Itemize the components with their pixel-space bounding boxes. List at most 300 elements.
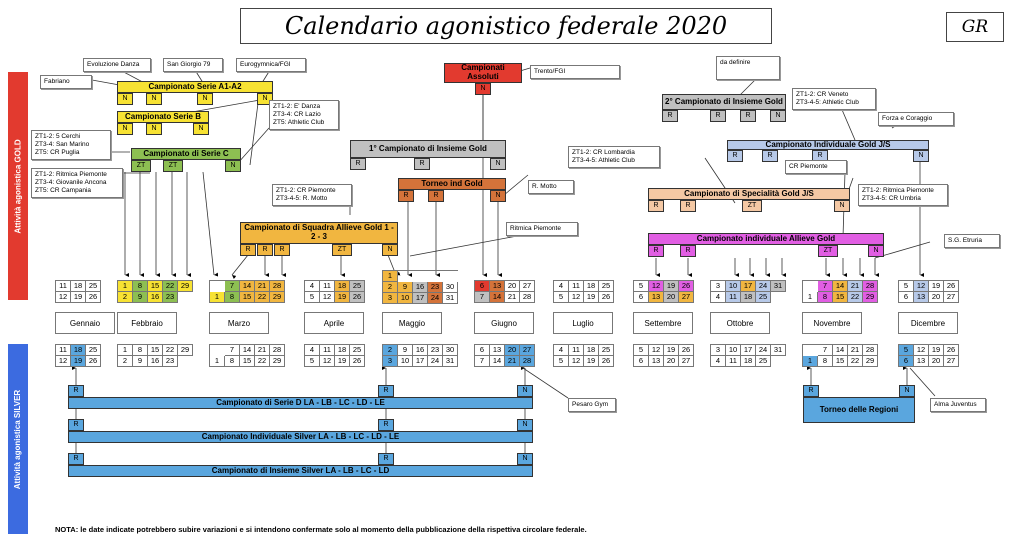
event-ind-allieve: Campionato individuale Allieve Gold [648, 233, 884, 245]
silver-calendar-0 [55, 344, 101, 367]
calendar-day: 13 [914, 356, 929, 367]
calendar-day: 22 [848, 292, 863, 303]
calendar-day: 12 [914, 345, 929, 356]
calendar-day: 22 [848, 356, 863, 367]
calendar-day: 16 [148, 356, 163, 367]
calendar-day: 18 [335, 281, 350, 292]
calendar-day: 21 [505, 292, 520, 303]
calendar-day: 20 [929, 356, 944, 367]
month-label: Ottobre [710, 312, 770, 334]
calendar-day: 20 [929, 292, 944, 303]
tag-n: N [868, 245, 884, 257]
tag-n: N [146, 93, 162, 105]
tag-r: R [378, 385, 394, 397]
tag-r: R [414, 158, 430, 170]
calendar-day: 7 [475, 356, 490, 367]
calendar-day: 12 [569, 292, 584, 303]
tag-r: R [762, 150, 778, 162]
calendar-day: 26 [944, 345, 959, 356]
calendar-day: 30 [443, 345, 458, 356]
calendar-day: 16 [148, 292, 163, 303]
calendar-day: 15 [148, 345, 163, 356]
calendar-day: 18 [71, 345, 86, 356]
calendar-day: 8 [818, 292, 833, 303]
calendar-day: 31 [443, 293, 458, 304]
calendar-day: 15 [833, 356, 848, 367]
tag-n: N [517, 453, 533, 465]
calendar-day: 9 [398, 345, 413, 356]
calendar-day: 21 [255, 281, 270, 292]
calendar-day: 4 [305, 345, 320, 356]
calendar-day: 27 [520, 345, 535, 356]
calendar-day: 4 [711, 356, 726, 367]
tag-n: N [490, 158, 506, 170]
tag-r: R [710, 110, 726, 122]
calendar-day: 13 [649, 292, 664, 303]
calendar-day: 28 [520, 356, 535, 367]
calendar-day: 15 [240, 356, 255, 367]
calendar-day: 12 [569, 356, 584, 367]
calendar-day: 5 [634, 345, 649, 356]
calendar-day: 19 [929, 281, 944, 292]
tag-n: N [770, 110, 786, 122]
calendar-day: 19 [71, 356, 86, 367]
calendar-day: 27 [520, 281, 535, 292]
gold-calendar-1 [117, 280, 193, 303]
tag-r: R [257, 244, 273, 256]
calendar-day: 19 [71, 292, 86, 303]
gold-calendar-5 [474, 280, 535, 303]
calendar-day: 26 [86, 292, 101, 303]
note-sg-etruria: S.G. Etruria [944, 234, 1000, 248]
silver-sidebar: Attività agonistica SILVER [8, 344, 28, 534]
note-eurogym: Eurogymnica/FGI [236, 58, 306, 72]
calendar-day: 25 [599, 345, 614, 356]
calendar-day: 22 [255, 356, 270, 367]
calendar-day: 8 [133, 281, 148, 292]
calendar-day: 28 [270, 345, 285, 356]
calendar-day: 1 [210, 356, 225, 367]
calendar-day: 8 [133, 345, 148, 356]
calendar-day: 7 [225, 281, 240, 292]
calendar-day: 29 [270, 356, 285, 367]
calendar-day: 7 [225, 345, 240, 356]
gold-calendar-9 [802, 280, 878, 303]
calendar-day: 12 [649, 281, 664, 292]
calendar-day: 29 [863, 356, 878, 367]
month-label: Marzo [209, 312, 269, 334]
calendar-day: 6 [899, 356, 914, 367]
month-label: Settembre [633, 312, 693, 334]
calendar-day: 28 [520, 292, 535, 303]
calendar-day: 26 [86, 356, 101, 367]
calendar-day: 29 [270, 292, 285, 303]
tag-n: N [225, 160, 241, 172]
event-serie-b: Campionato Serie B [117, 111, 209, 123]
event-ind-silver: Campionato Individuale Silver LA - LB - LC - LD - LE [68, 431, 533, 443]
calendar-day: 26 [599, 292, 614, 303]
calendar-day: 18 [584, 345, 599, 356]
tag-r: R [350, 158, 366, 170]
tag-n: N [475, 83, 491, 95]
calendar-day: 12 [320, 356, 335, 367]
calendar-day: 19 [664, 345, 679, 356]
tag-zt: ZT [131, 160, 151, 172]
calendar-day: 5 [899, 281, 914, 292]
calendar-day: 11 [56, 281, 71, 292]
calendar-day: 6 [475, 345, 490, 356]
tag-n: N [913, 150, 929, 162]
calendar-day: 11 [320, 281, 335, 292]
calendar-day: 14 [833, 345, 848, 356]
silver-calendar-10 [898, 344, 959, 367]
tag-r: R [680, 245, 696, 257]
tag-zt: ZT [742, 200, 762, 212]
silver-calendar-9 [802, 344, 878, 367]
event-serie-d: Campionato di Serie D LA - LB - LC - LD - LE [68, 397, 533, 409]
calendar-day: 27 [944, 292, 959, 303]
calendar-day: 24 [428, 293, 443, 304]
silver-calendar-5 [474, 344, 535, 367]
note-zt-allieve: ZT1-2: CR Piemonte ZT3-4-5: R. Motto [272, 184, 352, 206]
tag-r: R [727, 150, 743, 162]
calendar-day: 6 [634, 356, 649, 367]
calendar-day: 1 [803, 292, 818, 303]
calendar-day: 16 [413, 345, 428, 356]
calendar-day: 25 [350, 345, 365, 356]
tag-r: R [68, 419, 84, 431]
month-label: Aprile [304, 312, 364, 334]
tag-n: N [257, 93, 273, 105]
calendar-day: 29 [178, 281, 193, 292]
calendar-day: 17 [413, 356, 428, 367]
month-label: Luglio [553, 312, 613, 334]
tag-n: N [197, 93, 213, 105]
calendar-day: 26 [944, 281, 959, 292]
calendar-day: 31 [443, 356, 458, 367]
calendar-day: 31 [771, 345, 786, 356]
calendar-day: 23 [163, 356, 178, 367]
note-cr-piemonte: CR Piemonte [785, 160, 847, 174]
tag-n: N [490, 190, 506, 202]
calendar-day: 18 [584, 281, 599, 292]
tag-n: N [193, 123, 209, 135]
note-da-definire: da definire [716, 56, 780, 80]
calendar-day: 19 [929, 345, 944, 356]
calendar-day: 11 [726, 356, 741, 367]
note-ritmica-piemonte: Ritmica Piemonte [506, 222, 578, 236]
month-label: Febbraio [117, 312, 177, 334]
calendar-day: 7 [475, 292, 490, 303]
calendar-day: 11 [320, 345, 335, 356]
tag-n: N [117, 123, 133, 135]
calendar-day: 24 [756, 345, 771, 356]
calendar-day: 25 [350, 281, 365, 292]
calendar-day: 5 [305, 292, 320, 303]
calendar-day: 13 [649, 356, 664, 367]
note-alma: Alma Juventus [930, 398, 986, 412]
calendar-day: 11 [569, 345, 584, 356]
calendar-day: 6 [899, 292, 914, 303]
calendar-day: 19 [335, 292, 350, 303]
calendar-day: 8 [818, 356, 833, 367]
event-insieme-gold-2: 2° Campionato di Insieme Gold [662, 94, 786, 110]
calendar-day: 2 [383, 345, 398, 356]
note-zt-c1: ZT1-2: 5 Cerchi ZT3-4: San Marino ZT5: CR Puglia [31, 130, 111, 160]
calendar-day: 8 [225, 292, 240, 303]
event-serie-c: Campionato di Serie C [131, 148, 241, 160]
month-label: Novembre [802, 312, 862, 334]
calendar-day: 3 [711, 281, 726, 292]
calendar-day: 12 [56, 356, 71, 367]
event-serie-a: Campionato Serie A1-A2 [117, 81, 273, 93]
gold-calendar-7 [633, 280, 694, 303]
calendar-day: 18 [741, 356, 756, 367]
calendar-day: 3 [383, 356, 398, 367]
note-forza: Forza e Coraggio [878, 112, 954, 126]
calendar-day: 17 [413, 293, 428, 304]
calendar-day: 8 [225, 356, 240, 367]
calendar-day: 21 [255, 345, 270, 356]
calendar-day: 28 [863, 281, 878, 292]
tag-r: R [398, 190, 414, 202]
calendar-day: 24 [428, 356, 443, 367]
note-zt-danza: ZT1-2: E' Danza ZT3-4: CR Lazio ZT5: Athletic Club [269, 100, 339, 130]
calendar-day: 5 [554, 292, 569, 303]
calendar-day: 25 [756, 292, 771, 303]
calendar-day: 11 [726, 292, 741, 303]
event-squadra-allieve: Campionato di Squadra Allieve Gold 1 - 2 - 3 [240, 222, 398, 244]
calendar-day: 1 [210, 292, 225, 303]
silver-calendar-4 [382, 344, 458, 367]
event-assoluti: Campionati Assoluti [444, 63, 522, 83]
note-fabriano: Fabriano [40, 75, 92, 89]
month-label: Gennaio [55, 312, 115, 334]
calendar-day: 5 [305, 356, 320, 367]
calendar-day: 26 [350, 356, 365, 367]
tag-r: R [648, 200, 664, 212]
note-trento: Trento/FGI [530, 65, 620, 79]
calendar-day: 18 [741, 292, 756, 303]
calendar-day: 19 [335, 356, 350, 367]
calendar-day: 7 [818, 281, 833, 292]
month-label: Giugno [474, 312, 534, 334]
calendar-day: 3 [711, 345, 726, 356]
event-specialita: Campionato di Specialità Gold J/S [648, 188, 850, 200]
gold-calendar-8 [710, 280, 786, 303]
calendar-day: 6 [634, 292, 649, 303]
calendar-day: 13 [490, 281, 505, 292]
calendar-day: 1 [118, 345, 133, 356]
calendar-day: 11 [569, 281, 584, 292]
event-insieme-gold-1: 1° Campionato di Insieme Gold [350, 140, 506, 158]
calendar-day: 5 [554, 356, 569, 367]
tag-n: N [382, 244, 398, 256]
calendar-day: 25 [86, 345, 101, 356]
tag-r: R [378, 453, 394, 465]
gr-badge: GR [946, 12, 1004, 42]
calendar-day: 14 [490, 356, 505, 367]
calendar-day: 25 [599, 281, 614, 292]
note-zt-lombardia: ZT1-2: CR Lombardia ZT3-4-5: Athletic Club [568, 146, 660, 168]
calendar-day: 14 [240, 345, 255, 356]
footnote: NOTA: le date indicate potrebbero subire variazioni e si intendono confermate solo al momento della pubblicazione della rispettiva circolare federale. [55, 525, 587, 534]
gold-calendar-4 [382, 270, 458, 304]
tag-r: R [812, 150, 828, 162]
gold-calendar-0 [55, 280, 101, 303]
tag-r: R [740, 110, 756, 122]
gold-calendar-10 [898, 280, 959, 303]
calendar-day: 18 [335, 345, 350, 356]
calendar-day: 14 [490, 292, 505, 303]
calendar-day: 28 [863, 345, 878, 356]
calendar-day: 1 [383, 271, 398, 282]
calendar-day: 17 [741, 345, 756, 356]
calendar-day: 2 [118, 356, 133, 367]
event-insieme-silver: Campionato di Insieme Silver LA - LB - LC - LD [68, 465, 533, 477]
calendar-day: 19 [584, 356, 599, 367]
calendar-day: 21 [848, 345, 863, 356]
calendar-day: 4 [554, 345, 569, 356]
calendar-day: 19 [664, 281, 679, 292]
calendar-day: 23 [163, 292, 178, 303]
note-zt-c2: ZT1-2: Ritmica Piemonte ZT3-4: Giovanile Ancona ZT5: CR Campania [31, 168, 123, 198]
tag-r: R [428, 190, 444, 202]
calendar-day: 20 [505, 281, 520, 292]
event-torneo-regioni: Torneo delle Regioni [803, 397, 915, 423]
calendar-day: 15 [240, 292, 255, 303]
calendar-day: 10 [726, 345, 741, 356]
calendar-day: 22 [255, 292, 270, 303]
calendar-day: 16 [413, 282, 428, 293]
note-zt-veneto: ZT1-2: CR Veneto ZT3-4-5: Athletic Club [792, 88, 876, 110]
calendar-day: 1 [118, 281, 133, 292]
calendar-day: 15 [833, 292, 848, 303]
note-rmotto: R. Motto [528, 180, 574, 194]
silver-calendar-6 [553, 344, 614, 367]
calendar-day: 22 [163, 345, 178, 356]
calendar-day: 12 [320, 292, 335, 303]
calendar-day: 13 [490, 345, 505, 356]
calendar-day: 21 [505, 356, 520, 367]
page-title: Calendario agonistico federale 2020 [240, 8, 772, 44]
calendar-day: 2 [118, 292, 133, 303]
calendar-day: 9 [133, 356, 148, 367]
event-torneo-ind-gold: Torneo ind Gold [398, 178, 506, 190]
calendar-day: 10 [398, 293, 413, 304]
tag-n: N [899, 385, 915, 397]
calendar-day: 7 [818, 345, 833, 356]
event-ind-gold-js: Campionato Individuale Gold J/S [727, 140, 929, 150]
calendar-day: 28 [270, 281, 285, 292]
tag-n: N [146, 123, 162, 135]
calendar-day: 25 [756, 356, 771, 367]
tag-r: R [662, 110, 678, 122]
calendar-day: 27 [679, 292, 694, 303]
calendar-day: 26 [350, 292, 365, 303]
tag-r: R [68, 385, 84, 397]
calendar-day: 17 [741, 281, 756, 292]
calendar-day: 12 [914, 281, 929, 292]
silver-calendar-8 [710, 344, 786, 367]
calendar-day: 20 [664, 292, 679, 303]
gold-calendar-6 [553, 280, 614, 303]
calendar-day: 20 [664, 356, 679, 367]
calendar-day: 14 [833, 281, 848, 292]
calendar-day: 9 [133, 292, 148, 303]
calendar-day: 9 [398, 282, 413, 293]
calendar-day: 15 [148, 281, 163, 292]
calendar-day: 10 [726, 281, 741, 292]
calendar-day: 5 [899, 345, 914, 356]
tag-n: N [517, 385, 533, 397]
calendar-day: 31 [771, 281, 786, 292]
tag-n: N [834, 200, 850, 212]
calendar-day: 11 [56, 345, 71, 356]
calendar-day: 27 [679, 356, 694, 367]
tag-r: R [378, 419, 394, 431]
calendar-day: 4 [554, 281, 569, 292]
calendar-day: 23 [428, 345, 443, 356]
month-label: Maggio [382, 312, 442, 334]
calendar-day: 27 [944, 356, 959, 367]
gold-sidebar: Attività agonistica GOLD [8, 72, 28, 300]
tag-n: N [117, 93, 133, 105]
silver-calendar-7 [633, 344, 694, 367]
calendar-day: 19 [584, 292, 599, 303]
note-zt-umbria: ZT1-2: Ritmica Piemonte ZT3-4-5: CR Umbria [858, 184, 948, 206]
note-pesaro: Pesaro Gym [568, 398, 616, 412]
calendar-day: 29 [863, 292, 878, 303]
calendar-day: 25 [86, 281, 101, 292]
tag-r: R [648, 245, 664, 257]
calendar-day: 1 [803, 356, 818, 367]
calendar-day: 22 [163, 281, 178, 292]
tag-zt: ZT [818, 245, 838, 257]
gold-calendar-2 [209, 280, 285, 303]
note-sangiorgio: San Giorgio 79 [163, 58, 223, 72]
calendar-day: 29 [178, 345, 193, 356]
gold-calendar-3 [304, 280, 365, 303]
calendar-day: 24 [756, 281, 771, 292]
calendar-day: 26 [599, 356, 614, 367]
silver-calendar-1 [117, 344, 193, 367]
tag-r: R [803, 385, 819, 397]
tag-r: R [68, 453, 84, 465]
calendar-day: 23 [428, 282, 443, 293]
tag-r: R [680, 200, 696, 212]
calendar-day: 20 [505, 345, 520, 356]
calendar-day: 26 [679, 345, 694, 356]
tag-n: N [517, 419, 533, 431]
tag-zt: ZT [332, 244, 352, 256]
calendar-day: 3 [383, 293, 398, 304]
tag-r: R [274, 244, 290, 256]
calendar-day: 18 [71, 281, 86, 292]
month-label: Dicembre [898, 312, 958, 334]
calendar-day: 4 [305, 281, 320, 292]
calendar-day: 2 [383, 282, 398, 293]
calendar-day: 4 [711, 292, 726, 303]
tag-zt: ZT [163, 160, 183, 172]
silver-calendar-2 [209, 344, 285, 367]
calendar-day: 12 [56, 292, 71, 303]
calendar-day: 21 [848, 281, 863, 292]
tag-r: R [240, 244, 256, 256]
calendar-day: 13 [914, 292, 929, 303]
calendar-day: 6 [475, 281, 490, 292]
calendar-day: 5 [634, 281, 649, 292]
